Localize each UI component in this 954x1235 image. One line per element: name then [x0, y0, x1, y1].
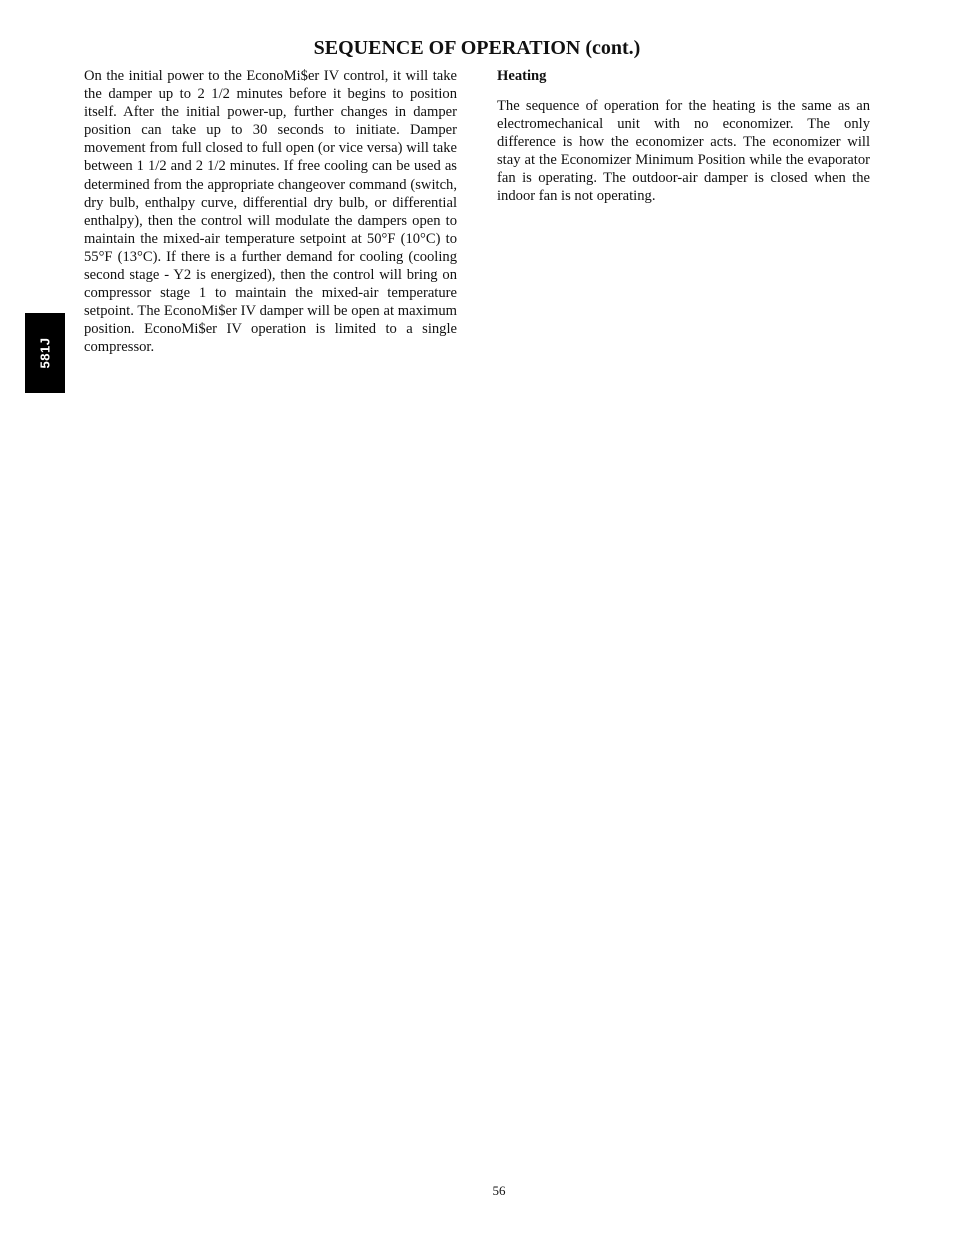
heating-paragraph: The sequence of operation for the heating is the same as an electromechanical unit with no economizer. The only difference is how the economizer acts. The economizer will stay at the Economizer Minimum Position while the evaporator fan is operating. The outdoor-air damper is closed when the indoor fan is not operating.: [497, 98, 870, 205]
model-side-tab: [25, 313, 65, 393]
page-number: 56: [492, 1183, 506, 1198]
economiser-operation-paragraph: On the initial power to the EconoMi$er IV control, it will take the damper up to 2 1/2 minutes before it begins to position itself. After the initial power-up, further changes in damper position can take up to 30 seconds to initiate. Damper movement from full closed to full open (or vice versa) will take between 1 1/2 and 2 1/2 minutes. If free cooling can be used as determined from the appropriate changeover command (switch, dry bulb, enthalpy curve, differential dry bulb, or differential enthalpy), then the control will modulate the dampers open to maintain the mixed-air temperature setpoint at 50°F (10°C) to 55°F (13°C). If there is a further demand for cooling (cooling second stage - Y2 is energized), then the control will bring on compressor stage 1 to maintain the mixed-air temperature setpoint. The EconoMi$er IV damper will be open at maximum position. EconoMi$er IV operation is limited to a single compressor.: [84, 68, 457, 356]
right-column: [497, 67, 870, 206]
left-column: [84, 67, 457, 357]
model-side-tab-label: 581J: [37, 337, 53, 369]
heating-heading: Heating: [497, 68, 547, 84]
page-title: SEQUENCE OF OPERATION (cont.): [313, 37, 641, 59]
